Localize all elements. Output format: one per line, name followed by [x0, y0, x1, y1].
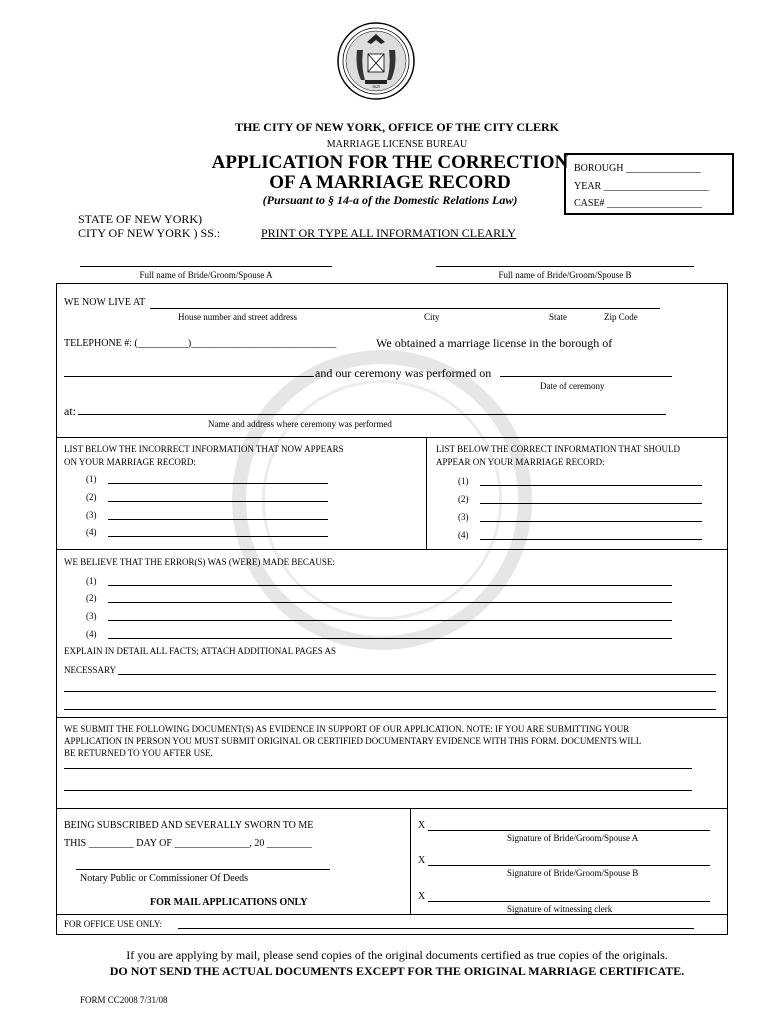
error-item-field[interactable]	[108, 620, 672, 621]
divider-3	[56, 717, 728, 718]
incorrect-item-field[interactable]	[108, 483, 328, 484]
correct-item-field[interactable]	[480, 539, 702, 540]
incorrect-item-num: (3)	[86, 510, 97, 520]
incorrect-item-num: (1)	[86, 474, 97, 484]
notary-label: Notary Public or Commissioner Of Deeds	[80, 873, 249, 884]
incorrect-heading-2: ON YOUR MARRIAGE RECORD:	[64, 457, 196, 467]
correct-item-field[interactable]	[480, 503, 702, 504]
office-title: THE CITY OF NEW YORK, OFFICE OF THE CITY CLERK	[234, 120, 560, 134]
errors-heading: WE BELIEVE THAT THE ERROR(S) WAS (WERE) MADE BECAUSE:	[64, 557, 335, 567]
error-item-num: (3)	[86, 611, 97, 621]
ceremony-place-field[interactable]	[78, 414, 666, 415]
explain-label-2: NECESSARY	[64, 665, 117, 675]
signature-b-label: Signature of Bride/Groom/Spouse B	[507, 868, 639, 878]
correct-item-num: (4)	[458, 530, 469, 540]
incorrect-item-field[interactable]	[108, 519, 328, 520]
city-ss-line: CITY OF NEW YORK ) SS.:	[78, 226, 221, 240]
signature-clerk-field[interactable]	[428, 901, 710, 902]
explain-field[interactable]	[64, 709, 716, 710]
address-field[interactable]	[150, 308, 660, 309]
correct-item-field[interactable]	[480, 485, 702, 486]
ceremony-place-label: Name and address where ceremony was performed	[208, 419, 392, 429]
borough-box	[564, 153, 734, 215]
documents-field[interactable]	[64, 768, 692, 769]
explain-field[interactable]	[64, 691, 716, 692]
obtained-license-text: We obtained a marriage license in the borough of	[376, 336, 613, 350]
error-item-num: (1)	[86, 576, 97, 586]
x-mark: X	[418, 820, 426, 831]
divider-5	[56, 914, 728, 915]
zip-label: Zip Code	[604, 312, 638, 322]
info-divider	[426, 437, 427, 549]
we-now-live-label: WE NOW LIVE AT	[64, 297, 146, 308]
spouse-b-label: Full name of Bride/Groom/Spouse B	[498, 270, 632, 280]
print-notice: PRINT OR TYPE ALL INFORMATION CLEARLY	[261, 226, 516, 240]
signature-a-field[interactable]	[428, 830, 710, 831]
form-title-line1: APPLICATION FOR THE CORRECTION	[211, 152, 569, 173]
documents-field[interactable]	[64, 790, 692, 791]
case-field[interactable]: CASE# ___________________	[574, 198, 703, 209]
correct-item-num: (3)	[458, 512, 469, 522]
documents-text-1: WE SUBMIT THE FOLLOWING DOCUMENT(S) AS EVIDENCE IN SUPPORT OF OUR APPLICATION. NOTE: IF YOU ARE SUBMITTING YOUR	[64, 724, 630, 734]
incorrect-item-field[interactable]	[108, 536, 328, 537]
error-item-num: (2)	[86, 593, 97, 603]
sworn-date-field[interactable]: THIS _________ DAY OF _______________, 20 _________	[64, 838, 312, 849]
city-label: City	[424, 312, 440, 322]
divider-4	[56, 808, 728, 809]
state-label: State	[549, 312, 567, 322]
error-item-field[interactable]	[108, 638, 672, 639]
mail-note: If you are applying by mail, please send copies of the original documents certified as true copies of the originals.	[126, 948, 668, 962]
spouse-a-label: Full name of Bride/Groom/Spouse A	[139, 270, 273, 280]
notary-signature-field[interactable]	[76, 869, 330, 870]
incorrect-item-field[interactable]	[108, 501, 328, 502]
x-mark: X	[418, 855, 426, 866]
mail-only-label: FOR MAIL APPLICATIONS ONLY	[150, 897, 308, 908]
signature-b-field[interactable]	[428, 865, 710, 866]
city-seal	[337, 22, 415, 100]
spouse-a-name-field[interactable]	[80, 266, 332, 267]
at-label: at:	[64, 404, 76, 418]
incorrect-item-num: (2)	[86, 492, 97, 502]
bureau-title: MARRIAGE LICENSE BUREAU	[326, 139, 468, 150]
error-item-field[interactable]	[108, 585, 672, 586]
correct-item-num: (1)	[458, 476, 469, 486]
pursuant-subtitle: (Pursuant to § 14-a of the Domestic Relations Law)	[262, 193, 518, 207]
ceremony-date-field[interactable]	[500, 376, 672, 377]
office-use-field[interactable]	[178, 928, 694, 929]
borough-field[interactable]: BOROUGH _______________	[574, 163, 701, 174]
signature-clerk-label: Signature of witnessing clerk	[507, 904, 613, 914]
sworn-divider	[410, 808, 411, 914]
correct-item-num: (2)	[458, 494, 469, 504]
house-label: House number and street address	[178, 312, 297, 322]
x-mark: X	[418, 891, 426, 902]
documents-text-3: BE RETURNED TO YOU AFTER USE.	[64, 748, 213, 758]
svg-text:1625: 1625	[372, 84, 380, 89]
incorrect-heading-1: LIST BELOW THE INCORRECT INFORMATION THAT NOW APPEARS	[64, 444, 344, 454]
form-title-line2: OF A MARRIAGE RECORD	[269, 172, 511, 193]
incorrect-item-num: (4)	[86, 527, 97, 537]
spouse-b-name-field[interactable]	[436, 266, 694, 267]
date-of-ceremony-label: Date of ceremony	[540, 381, 605, 391]
sworn-text: BEING SUBSCRIBED AND SEVERALLY SWORN TO ME	[64, 820, 314, 831]
explain-label-1: EXPLAIN IN DETAIL ALL FACTS; ATTACH ADDITIONAL PAGES AS	[64, 646, 337, 656]
explain-field[interactable]	[118, 674, 716, 675]
year-field[interactable]: YEAR _____________________	[574, 181, 709, 192]
do-not-send-note: DO NOT SEND THE ACTUAL DOCUMENTS EXCEPT FOR THE ORIGINAL MARRIAGE CERTIFICATE.	[109, 964, 685, 978]
ceremony-text: and our ceremony was performed on	[315, 366, 492, 380]
divider-2	[56, 549, 728, 550]
borough-obtained-field[interactable]	[64, 376, 314, 377]
form-number: FORM CC2008 7/31/08	[80, 995, 168, 1005]
telephone-field[interactable]: TELEPHONE #: (__________)_____________________________	[64, 338, 337, 349]
correct-heading-2: APPEAR ON YOUR MARRIAGE RECORD:	[436, 457, 605, 467]
documents-text-2: APPLICATION IN PERSON YOU MUST SUBMIT ORIGINAL OR CERTIFIED DOCUMENTARY EVIDENCE WITH THIS FORM. DOCUMENTS WILL	[64, 736, 642, 746]
state-line: STATE OF NEW YORK)	[78, 212, 203, 226]
error-item-num: (4)	[86, 629, 97, 639]
signature-a-label: Signature of Bride/Groom/Spouse A	[507, 833, 639, 843]
correct-heading-1: LIST BELOW THE CORRECT INFORMATION THAT SHOULD	[436, 444, 681, 454]
office-use-label: FOR OFFICE USE ONLY:	[64, 919, 163, 929]
divider-1	[56, 437, 728, 438]
error-item-field[interactable]	[108, 602, 672, 603]
correct-item-field[interactable]	[480, 521, 702, 522]
